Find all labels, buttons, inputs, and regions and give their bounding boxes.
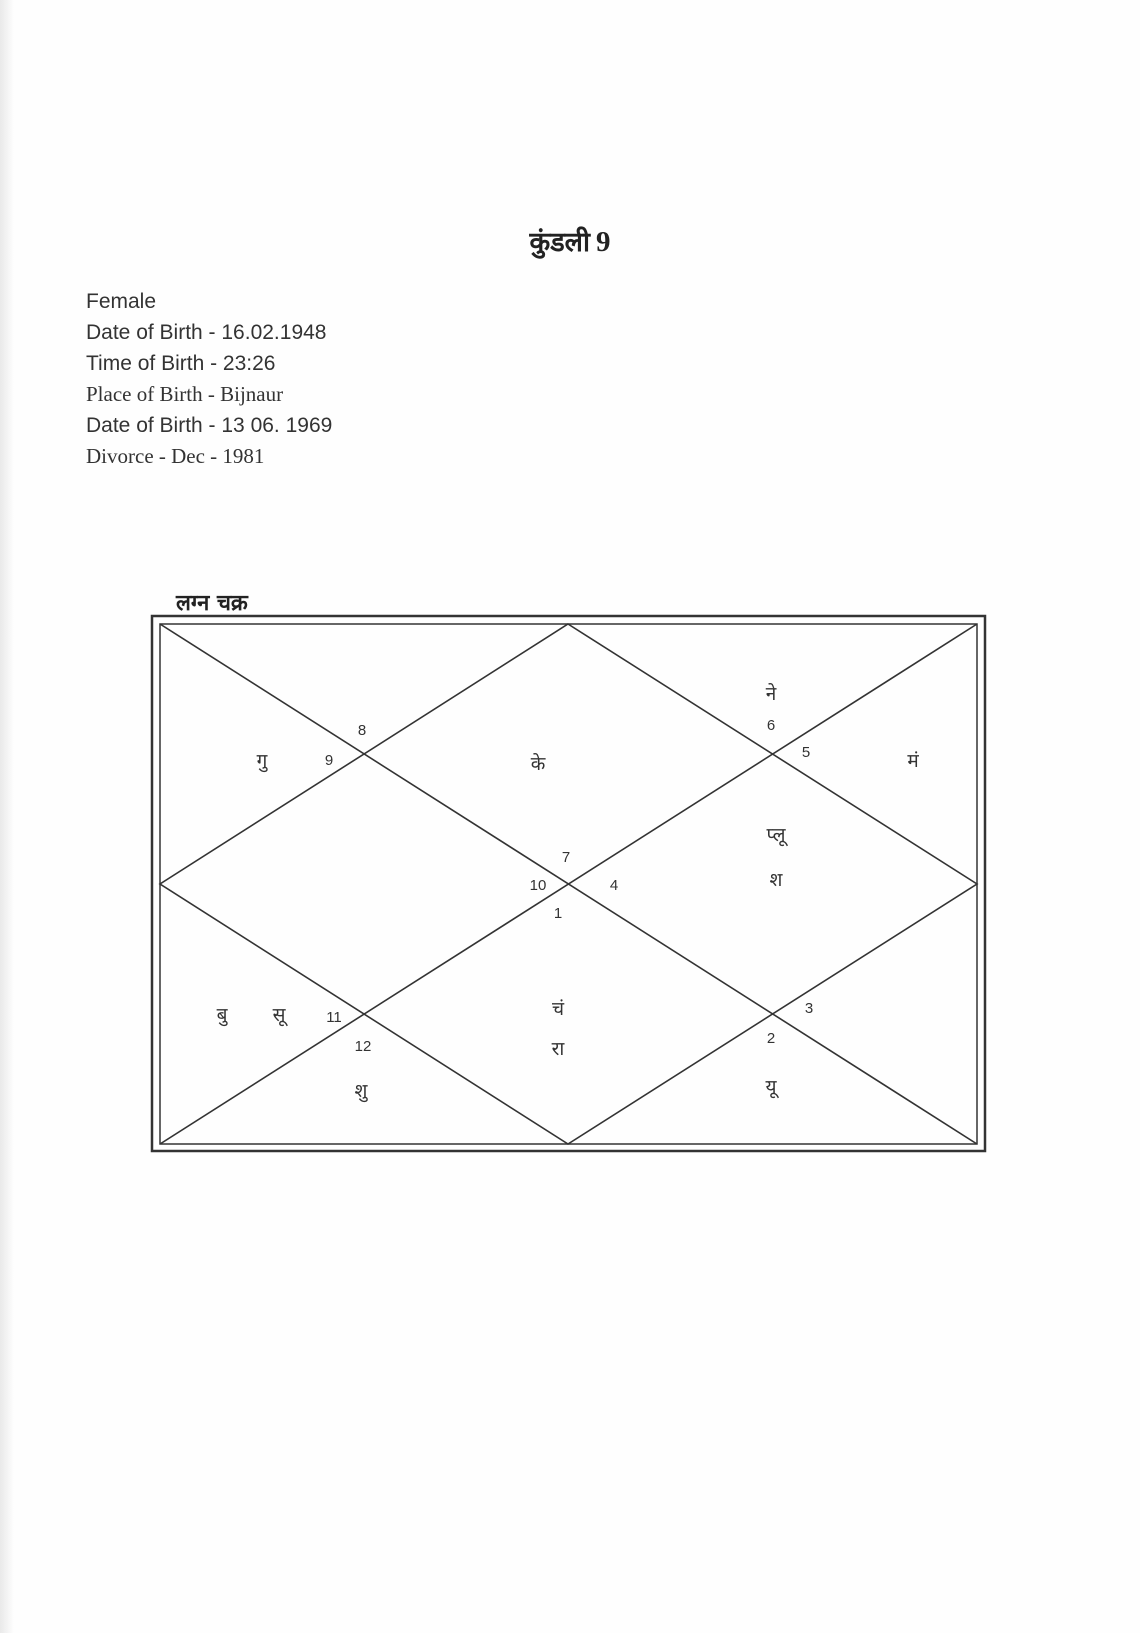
house-6-planet: ने (765, 683, 777, 705)
house-10-planet: के (530, 753, 546, 775)
house-number-1: 1 (553, 905, 563, 922)
house-number-3: 3 (804, 1000, 814, 1017)
house-number-7: 7 (561, 849, 571, 866)
house-1-planet: चं (551, 998, 565, 1020)
divorce-line: Divorce - Dec - 1981 (86, 444, 265, 468)
second-date-line: Date of Birth - 13 06. 1969 (86, 414, 333, 437)
gender-line: Female (86, 290, 157, 313)
house-12-planet: शु (354, 1080, 368, 1102)
page-title-text: कुंडली (529, 227, 590, 258)
house-5-planet: मं (907, 750, 919, 772)
house-number-2: 2 (766, 1030, 776, 1047)
house-9-planet: गु (256, 750, 268, 772)
house-number-8: 8 (357, 722, 367, 739)
house-number-11: 11 (326, 1009, 342, 1026)
house-11-planet: बु (216, 1004, 228, 1026)
house-4-planet: प्लू (766, 824, 786, 846)
house-11-planet: सू (272, 1004, 286, 1026)
house-number-10: 10 (529, 877, 547, 894)
house-number-12: 12 (354, 1038, 372, 1055)
house-number-5: 5 (801, 744, 811, 761)
house-number-6: 6 (766, 717, 776, 734)
time-of-birth-line: Time of Birth - 23:26 (86, 352, 276, 375)
house-number-4: 4 (609, 877, 619, 894)
house-4-planet: श (769, 869, 783, 891)
page-title-number: 9 (595, 226, 611, 258)
house-number-9: 9 (324, 752, 334, 769)
place-of-birth-line: Place of Birth - Bijnaur (86, 382, 284, 406)
lagna-chart-title: लग्न चक्र (176, 591, 248, 616)
date-of-birth-line: Date of Birth - 16.02.1948 (86, 321, 327, 344)
house-1-planet: रा (551, 1038, 565, 1060)
house-2-planet: यू (765, 1076, 777, 1098)
